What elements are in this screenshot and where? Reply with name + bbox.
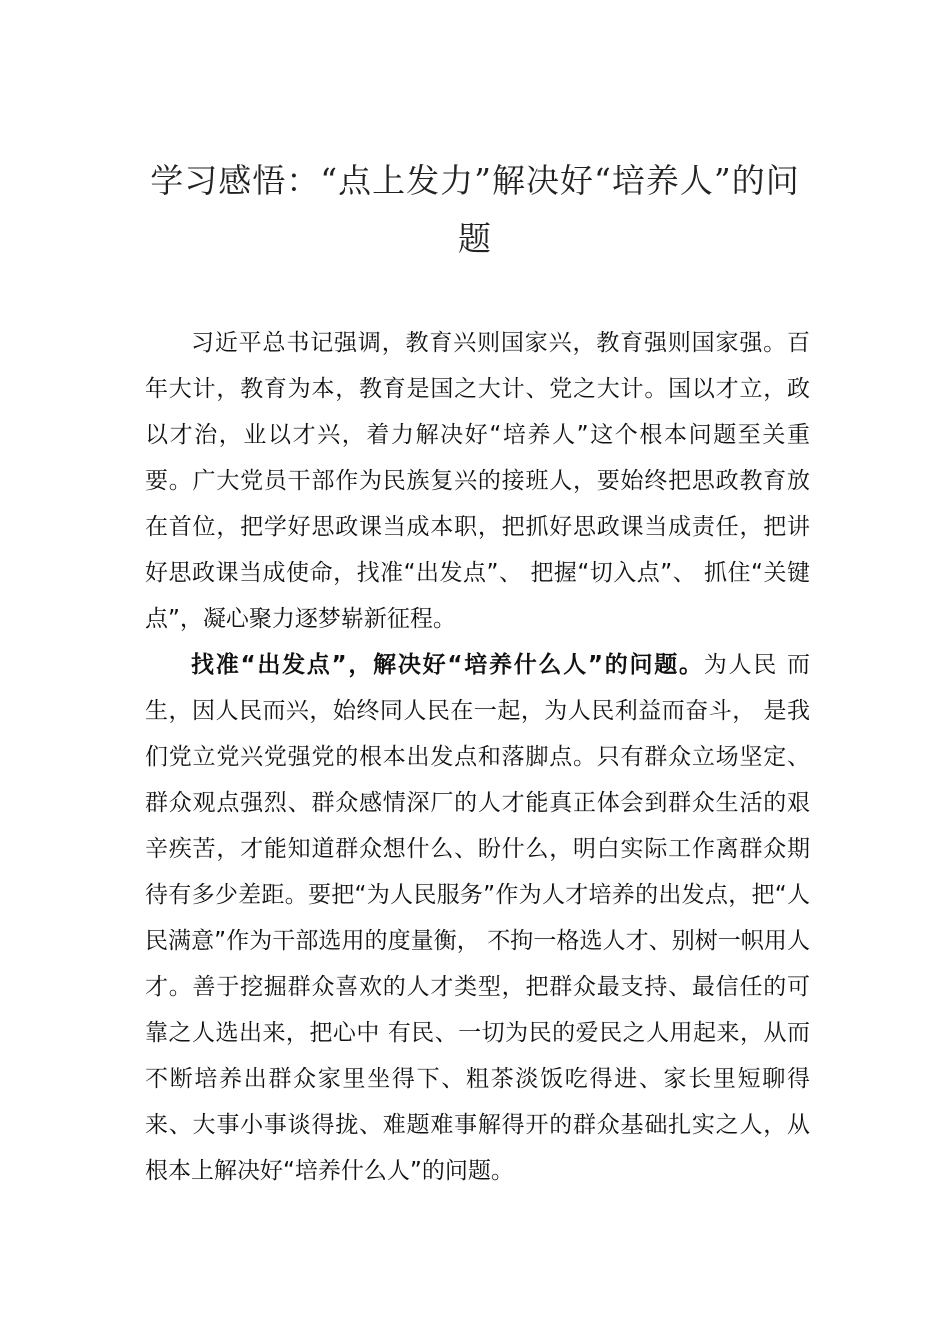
paragraph-text: 习近平总书记强调，教育兴则国家兴，教育强则国家强。百年大计，教育为本，教育是国之大计、党之大计。国以才立，政以才治，业以才兴，着力解决好“培养人”这个根本问题至关重要。广大党员干部作为民族复兴的接班人，要始终把思政教育放在首位，把学好思政课当成本职，把抓好思政课当成责任，把讲好思政课当成使命，找准“出发点”、 把握“切入点”、 抓住“关键点”，凝心聚力逐梦崭新征程。 (145, 330, 810, 632)
document-title: 学习感悟：“点上发力”解决好“培养人”的问题 (150, 161, 800, 258)
document-body (145, 320, 810, 1194)
paragraph-text: 为人民 而生，因人民而兴，始终同人民在一起，为人民利益而奋斗， 是我们党立党兴党强党的根本出发点和落脚点。只有群众立场坚定、群众观点强烈、群众感情深⼚的人才能真正体会到群众生活的艰辛疾苦，才能知道群众想什么、盼什么，明白实际工作离群众期待有多少差距。要把“为人民服务”作为人才培养的出发点，把“人民满意”作为干部选用的度量衡， 不拘一格选人才、别树一帜用人才。善于挖掘群众喜欢的人才类型，把群众最支持、最信任的可靠之人选出来，把心中 有民、一切为民的爱民之人用起来，从而不断培养出群众家里坐得下、粗茶淡饭吃得进、家长里短聊得来、大事小事谈得拢、难题难事解得开的群众基础扎实之人，从根本上解决好“培养什么人”的问题。 (145, 652, 811, 1184)
paragraph-lead: 找准“出发点”，解决好“培养什么人”的问题。 (191, 652, 704, 678)
paragraph-starting-point (145, 642, 810, 1194)
paragraph-intro (145, 320, 810, 642)
